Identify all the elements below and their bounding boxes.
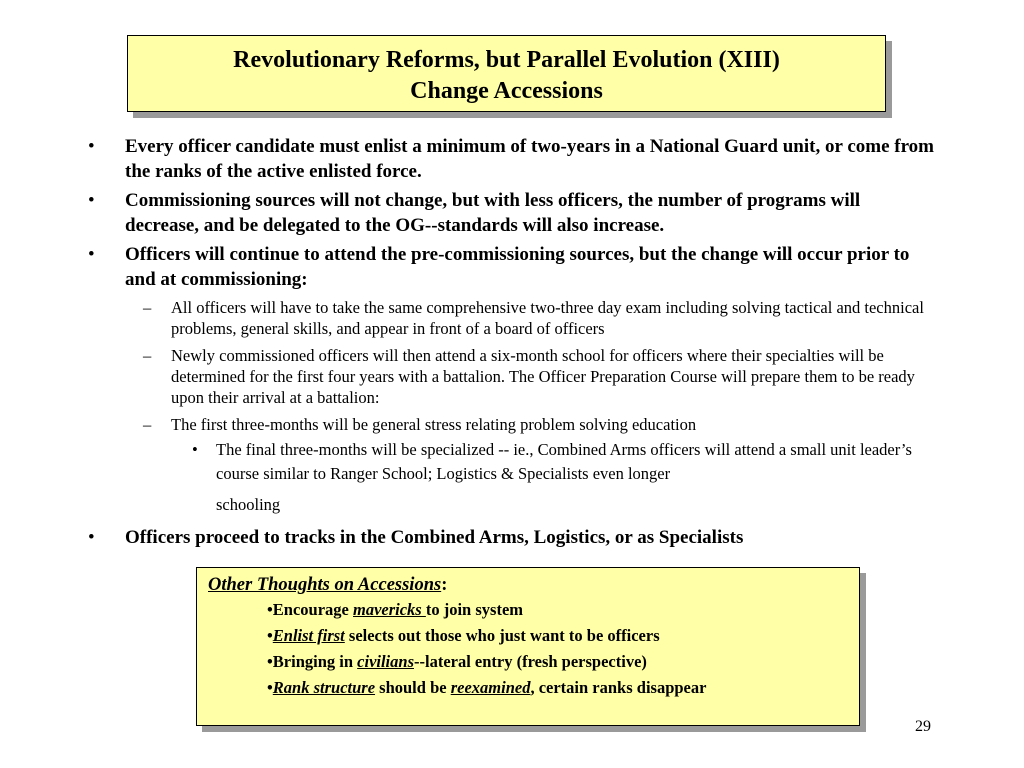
item-text: to join system <box>425 600 524 619</box>
sub-sub-bullet-text: The final three-months will be specialized -- ie., Combined Arms officers will attend a small unit leader’s course similar to Ranger School; Logistics & Specialists even longer <box>216 440 912 483</box>
bullet-marker: • <box>88 190 95 211</box>
dash-marker: – <box>143 298 152 317</box>
other-thought-item <box>267 600 523 620</box>
bullet-item <box>88 525 935 550</box>
bullet-marker: • <box>88 244 95 265</box>
bullet-text: Every officer candidate must enlist a minimum of two-years in a National Guard unit, or come from the ranks of the active enlisted force. <box>125 136 935 182</box>
bullet-item <box>88 242 935 292</box>
bullet-marker: • <box>192 440 198 459</box>
bullet-item <box>88 188 935 238</box>
page-number: 29 <box>915 718 931 735</box>
slide-title-box <box>127 35 886 112</box>
dash-marker: – <box>143 415 152 434</box>
item-emphasis: mavericks <box>353 600 426 619</box>
bullet-marker: • <box>88 527 95 548</box>
bullet-item <box>88 134 935 184</box>
other-thoughts-heading <box>208 575 447 596</box>
heading-colon: : <box>441 575 448 595</box>
other-thought-item <box>267 678 706 698</box>
item-text: --lateral entry (fresh perspective) <box>414 652 647 671</box>
sub-bullet-item <box>143 414 931 435</box>
sub-bullet-item <box>143 345 931 408</box>
dash-marker: – <box>143 346 152 365</box>
item-bullet: • <box>267 600 273 619</box>
other-thoughts-box <box>196 567 860 726</box>
item-emphasis: Rank structure <box>272 678 376 697</box>
sub-sub-bullet-continuation: schooling <box>216 495 281 514</box>
item-text: , certain ranks disappear <box>530 678 707 697</box>
slide-title: Revolutionary Reforms, but Parallel Evolution (XIII) <box>233 47 780 73</box>
sub-bullet-text: Newly commissioned officers will then attend a six-month school for officers where their specialties will be determined for the first four years with a battalion. The Officer Preparation Course will prepare them to be ready upon their arrival at a battalion: <box>171 346 915 407</box>
item-emphasis: civilians <box>357 652 414 671</box>
item-text: Encourage <box>272 600 353 619</box>
other-thoughts-heading-text: Other Thoughts on Accessions <box>208 575 442 595</box>
sub-bullet-text: The first three-months will be general stress relating problem solving education <box>171 415 697 434</box>
bullet-text: Commissioning sources will not change, but with less officers, the number of programs will decrease, and be delegated to the OG--standards will also increase. <box>125 190 861 236</box>
other-thought-item <box>267 626 660 646</box>
item-emphasis: Enlist first <box>272 626 345 645</box>
bullet-text: Officers proceed to tracks in the Combined Arms, Logistics, or as Specialists <box>125 527 744 548</box>
sub-bullet-text: All officers will have to take the same comprehensive two-three day exam including solving tactical and technical problems, general skills, and appear in front of a board of officers <box>171 298 924 338</box>
other-thought-item <box>267 652 647 672</box>
item-bullet: • <box>267 678 273 697</box>
item-text: selects out those who just want to be officers <box>344 626 660 645</box>
item-bullet: • <box>267 626 273 645</box>
sub-sub-bullet-item <box>192 438 926 486</box>
bullet-text: Officers will continue to attend the pre-commissioning sources, but the change will occur prior to and at commissioning: <box>125 244 910 290</box>
sub-bullet-item <box>143 297 931 339</box>
bullet-marker: • <box>88 136 95 157</box>
item-text: Bringing in <box>272 652 358 671</box>
item-bullet: • <box>267 652 273 671</box>
item-emphasis: reexamined <box>450 678 531 697</box>
item-text: should be <box>375 678 451 697</box>
slide-subtitle: Change Accessions <box>410 78 603 104</box>
